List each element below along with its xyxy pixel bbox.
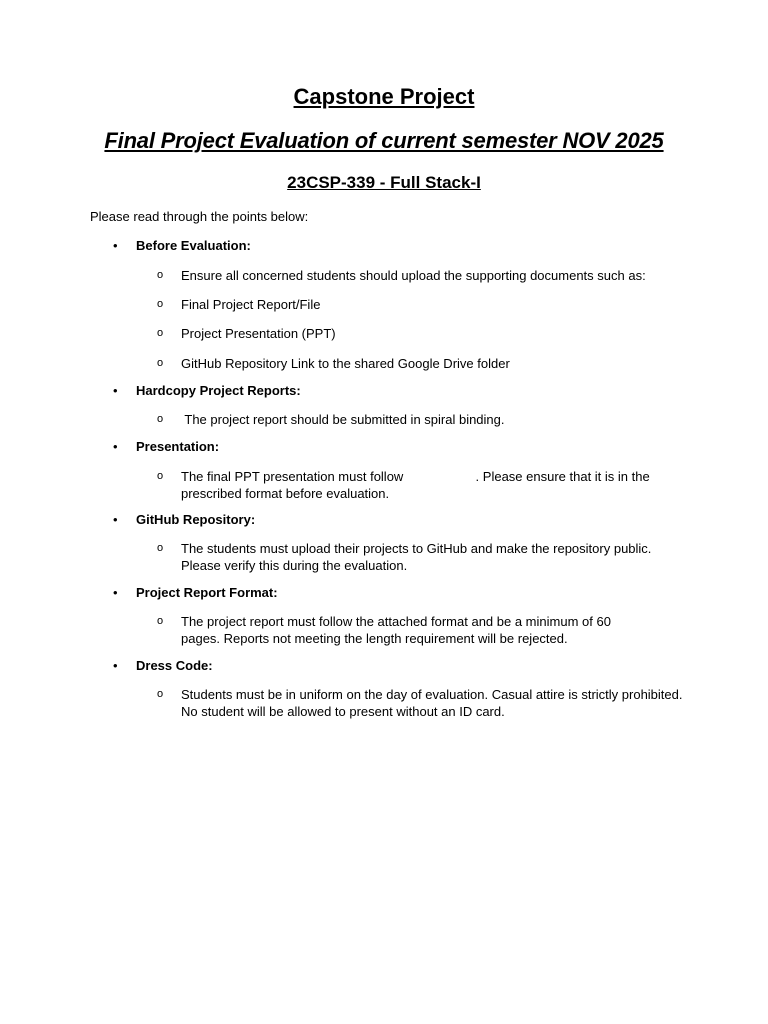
bullet-icon: • (113, 238, 118, 253)
intro-text: Please read through the points below: (90, 209, 309, 224)
list-item-text: Ensure all concerned students should upload the supporting documents such as: (181, 268, 646, 283)
section-heading: Hardcopy Project Reports: (136, 383, 301, 398)
circle-bullet-icon: o (157, 327, 164, 339)
circle-bullet-icon: o (157, 688, 164, 700)
bullet-icon: • (113, 658, 118, 673)
section-heading: Presentation: (136, 439, 220, 454)
section-heading: GitHub Repository: (136, 512, 256, 527)
circle-bullet-icon: o (157, 470, 164, 482)
bullet-icon: • (113, 383, 118, 398)
bullet-icon: • (113, 512, 118, 527)
circle-bullet-icon: o (157, 357, 164, 369)
list-item-text: GitHub Repository Link to the shared Google Drive folder (181, 356, 510, 371)
list-item-text: Please verify this during the evaluation. (181, 558, 408, 573)
list-item-text: The project report must follow the attached format and be a minimum of 60 (181, 614, 611, 629)
list-item-text: The final PPT presentation must follow . Please ensure that it is in the (181, 469, 650, 484)
list-item-text: The students must upload their projects to GitHub and make the repository public. (181, 541, 652, 556)
course-code-heading: 23CSP-339 - Full Stack-I (287, 173, 481, 192)
section-heading: Project Report Format: (136, 585, 278, 600)
list-item-text: Final Project Report/File (181, 297, 321, 312)
document-subtitle: Final Project Evaluation of current semester NOV 2025 (104, 128, 664, 153)
circle-bullet-icon: o (157, 542, 164, 554)
bullet-icon: • (113, 585, 118, 600)
document-title: Capstone Project (293, 84, 475, 109)
list-item-text: No student will be allowed to present without an ID card. (181, 704, 505, 719)
list-item-text: prescribed format before evaluation. (181, 486, 390, 501)
circle-bullet-icon: o (157, 269, 164, 281)
circle-bullet-icon: o (157, 413, 164, 425)
list-item-text: pages. Reports not meeting the length requirement will be rejected. (181, 631, 568, 646)
circle-bullet-icon: o (157, 615, 164, 627)
section-heading: Before Evaluation: (136, 238, 251, 253)
list-item-text: Students must be in uniform on the day of evaluation. Casual attire is strictly prohibited. (181, 687, 683, 702)
bullet-icon: • (113, 439, 118, 454)
section-heading: Dress Code: (136, 658, 213, 673)
list-item-text: The project report should be submitted in spiral binding. (181, 412, 505, 427)
list-item-text: Project Presentation (PPT) (181, 326, 336, 341)
circle-bullet-icon: o (157, 298, 164, 310)
